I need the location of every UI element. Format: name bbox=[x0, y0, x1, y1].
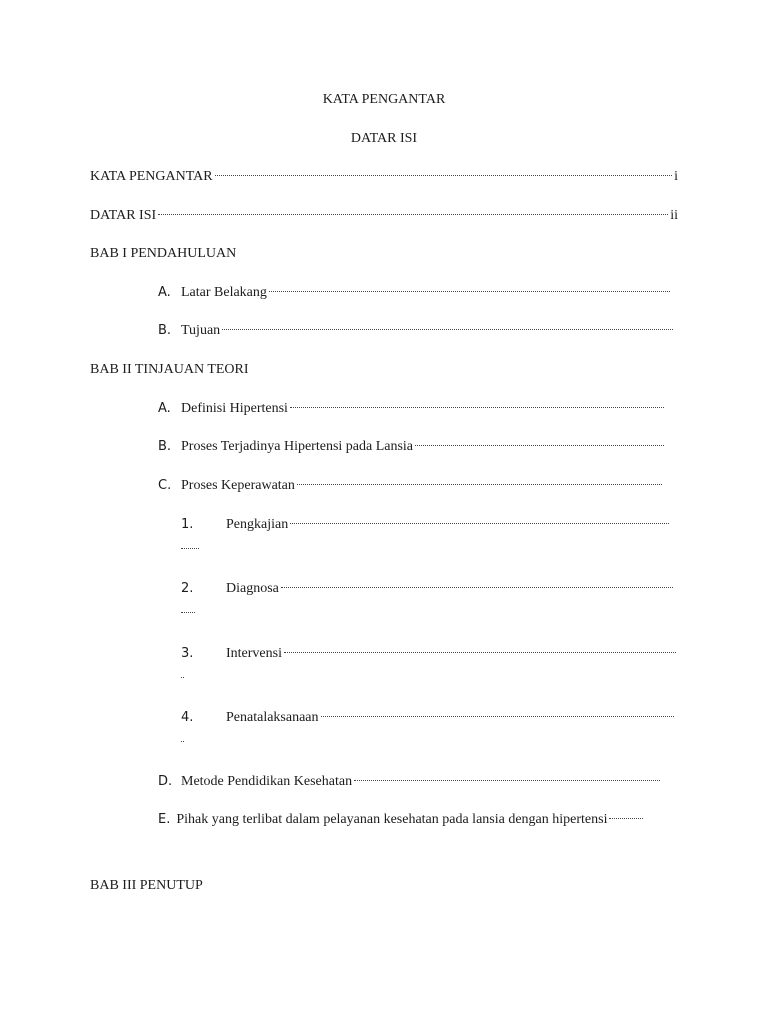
toc-page-number: ii bbox=[670, 208, 678, 223]
item-number: 3. bbox=[181, 646, 194, 661]
toc-entry-label: Definisi Hipertensi bbox=[181, 401, 288, 416]
toc-entry-label: KATA PENGANTAR bbox=[90, 169, 213, 184]
dot-leader-continuation bbox=[181, 741, 184, 742]
toc-entry-label: Pengkajian bbox=[226, 517, 289, 532]
dot-leader-continuation bbox=[181, 677, 184, 678]
item-letter: C. bbox=[158, 478, 172, 493]
toc-entry-daftar-isi bbox=[90, 207, 678, 225]
dot-leader bbox=[281, 587, 673, 588]
dot-leader bbox=[354, 780, 660, 781]
dot-leader bbox=[297, 484, 662, 485]
toc-entry-label: Metode Pendidikan Kesehatan bbox=[181, 774, 353, 789]
dot-leader-continuation bbox=[181, 548, 199, 549]
dot-leader bbox=[222, 329, 673, 330]
toc-item-metode-pendidikan bbox=[158, 773, 662, 791]
toc-item-latar-belakang bbox=[158, 284, 672, 302]
item-letter: A. bbox=[158, 401, 171, 416]
toc-item-definisi-hipertensi bbox=[158, 400, 666, 418]
chapter-heading-bab2: BAB II TINJAUAN TEORI bbox=[90, 362, 249, 377]
toc-entry-kata-pengantar bbox=[90, 168, 678, 186]
toc-entry-label: DATAR ISI bbox=[90, 208, 157, 223]
toc-subitem-pengkajian bbox=[181, 516, 671, 534]
toc-entry-label: Diagnosa bbox=[226, 581, 279, 596]
toc-item-proses-keperawatan bbox=[158, 477, 664, 495]
toc-entry-label: Latar Belakang bbox=[181, 285, 267, 300]
chapter-heading-bab3: BAB III PENUTUP bbox=[90, 878, 203, 893]
toc-item-tujuan bbox=[158, 322, 675, 340]
item-letter: A. bbox=[158, 285, 171, 300]
toc-subitem-intervensi bbox=[181, 645, 678, 663]
toc-subitem-diagnosa bbox=[181, 580, 675, 598]
dot-leader-continuation bbox=[181, 612, 195, 613]
toc-item-proses-terjadinya bbox=[158, 438, 666, 456]
toc-page-number: i bbox=[674, 169, 678, 184]
item-letter: E. bbox=[158, 812, 171, 827]
dot-leader bbox=[290, 407, 664, 408]
item-number: 1. bbox=[181, 517, 194, 532]
dot-leader bbox=[269, 291, 670, 292]
toc-entry-label: Penatalaksanaan bbox=[226, 710, 319, 725]
toc-entry-label: Tujuan bbox=[181, 323, 221, 338]
dot-leader bbox=[284, 652, 676, 653]
dot-leader bbox=[290, 523, 669, 524]
dot-leader bbox=[215, 175, 673, 176]
item-letter: D. bbox=[158, 774, 173, 789]
toc-subitem-penatalaksanaan bbox=[181, 709, 676, 727]
toc-item-pihak-terlibat bbox=[158, 806, 678, 833]
page-subtitle: DATAR ISI bbox=[350, 131, 418, 146]
item-letter: B. bbox=[158, 323, 172, 338]
toc-entry-label: Proses Terjadinya Hipertensi pada Lansia bbox=[181, 439, 414, 454]
dot-leader bbox=[415, 445, 664, 446]
item-letter: B. bbox=[158, 439, 172, 454]
chapter-heading-bab1: BAB I PENDAHULUAN bbox=[90, 246, 237, 261]
item-number: 4. bbox=[181, 710, 194, 725]
page-title: KATA PENGANTAR bbox=[322, 92, 446, 107]
toc-entry-label: Intervensi bbox=[226, 646, 282, 661]
dot-leader bbox=[158, 214, 668, 215]
item-number: 2. bbox=[181, 581, 194, 596]
toc-entry-label: Proses Keperawatan bbox=[181, 478, 295, 493]
dot-leader bbox=[609, 818, 643, 819]
dot-leader bbox=[321, 716, 674, 717]
toc-entry-label: Pihak yang terlibat dalam pelayanan kesehatan pada lansia dengan hipertensi bbox=[176, 812, 608, 827]
